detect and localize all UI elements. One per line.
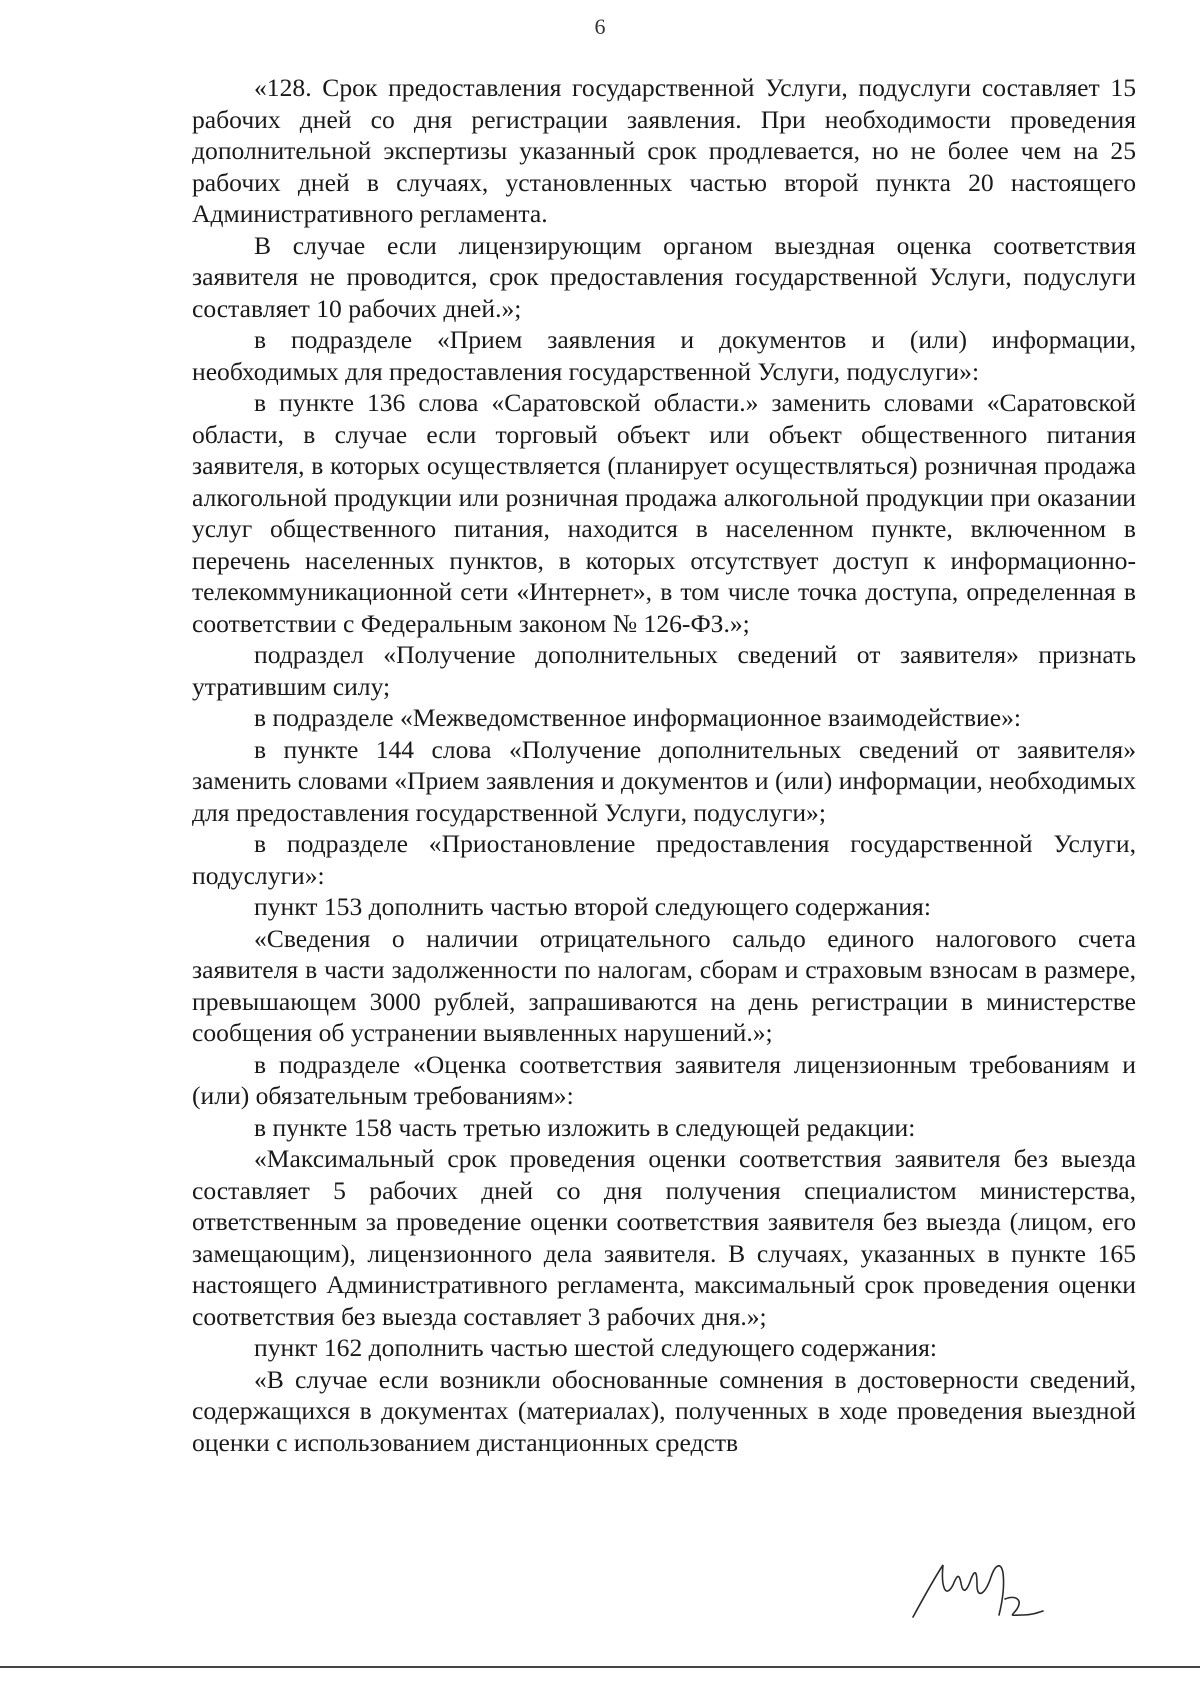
paragraph-10: «Сведения о наличии отрицательного сальдо единого налогового счета заявителя в части задолженности по налогам, сборам и страховым взносам в размере, превышающем 3000 рублей, запрашиваются на день регистрации в министерстве сообщения об устранении выявленных нарушений.»;	[192, 923, 1136, 1047]
handwritten-signature	[905, 1555, 1065, 1635]
paragraph-9: пункт 153 дополнить частью второй следующего содержания:	[254, 892, 931, 921]
paragraph-14: пункт 162 дополнить частью шестой следующего содержания:	[254, 1333, 937, 1362]
paragraph-12: в пункте 158 часть третью изложить в следующей редакции:	[254, 1112, 916, 1142]
paragraph-6: в подразделе «Межведомственное информационное взаимодействие»:	[254, 703, 1022, 732]
paragraph-5: подраздел «Получение дополнительных сведений от заявителя» признать утратившим силу;	[192, 640, 1136, 701]
paragraph-1: «128. Срок предоставления государственной Услуги, подуслуги составляет 15 рабочих дней со дня регистрации заявления. При необходимости проведения дополнительной экспертизы указанный срок продлевается, но не более чем на 25 рабочих дней в случаях, установленных частью второй пункта 20 настоящего Административного регламента.	[192, 73, 1136, 228]
paragraph-13: «Максимальный срок проведения оценки соответствия заявителя без выезда составляет 5 рабочих дней со дня получения специалистом министерства, ответственным за проведение оценки соответствия заявителя без выезда (лицом, его замещающим), лицензионного дела заявителя. В случаях, указанных в пункте 165 настоящего Административного регламента, максимальный срок проведения оценки соответствия без выезда составляет 3 рабочих дня.»;	[192, 1144, 1136, 1331]
paragraph-7: в пункте 144 слова «Получение дополнительных сведений от заявителя» заменить словами «Прием заявления и документов и (или) информации, необходимых для предоставления государственной Услуги, подуслуги»;	[192, 734, 1136, 827]
document-body	[192, 72, 1136, 1458]
page-number: 6	[594, 14, 606, 39]
paragraph-2: В случае если лицензирующим органом выездная оценка соответствия заявителя не проводится, срок предоставления государственной Услуги, подуслуги составляет 10 рабочих дней.»;	[192, 230, 1136, 323]
bottom-rule	[0, 1666, 1200, 1668]
paragraph-3: в подразделе «Прием заявления и документов и (или) информации, необходимых для предоставления государственной Услуги, подуслуги»:	[192, 325, 1136, 386]
paragraph-11: в подразделе «Оценка соответствия заявителя лицензионным требованиям и (или) обязательным требованиям»:	[192, 1049, 1136, 1110]
paragraph-8: в подразделе «Приостановление предоставления государственной Услуги, подуслуги»:	[192, 829, 1136, 890]
paragraph-15: «В случае если возникли обоснованные сомнения в достоверности сведений, содержащихся в документах (материалах), полученных в ходе проведения выездной оценки с использованием дистанционных средств	[192, 1364, 1136, 1457]
paragraph-4: в пункте 136 слова «Саратовской области.» заменить словами «Саратовской области, в случае если торговый объект или объект общественного питания заявителя, в которых осуществляется (планирует осуществляться) розничная продажа алкогольной продукции или розничная продажа алкогольной продукции при оказании услуг общественного питания, находится в населенном пункте, включенном в перечень населенных пунктов, в которых отсутствует доступ к информационно-телекоммуникационной сети «Интернет», в том числе точка доступа, определенная в соответствии с Федеральным законом № 126-ФЗ.»;	[192, 388, 1136, 638]
